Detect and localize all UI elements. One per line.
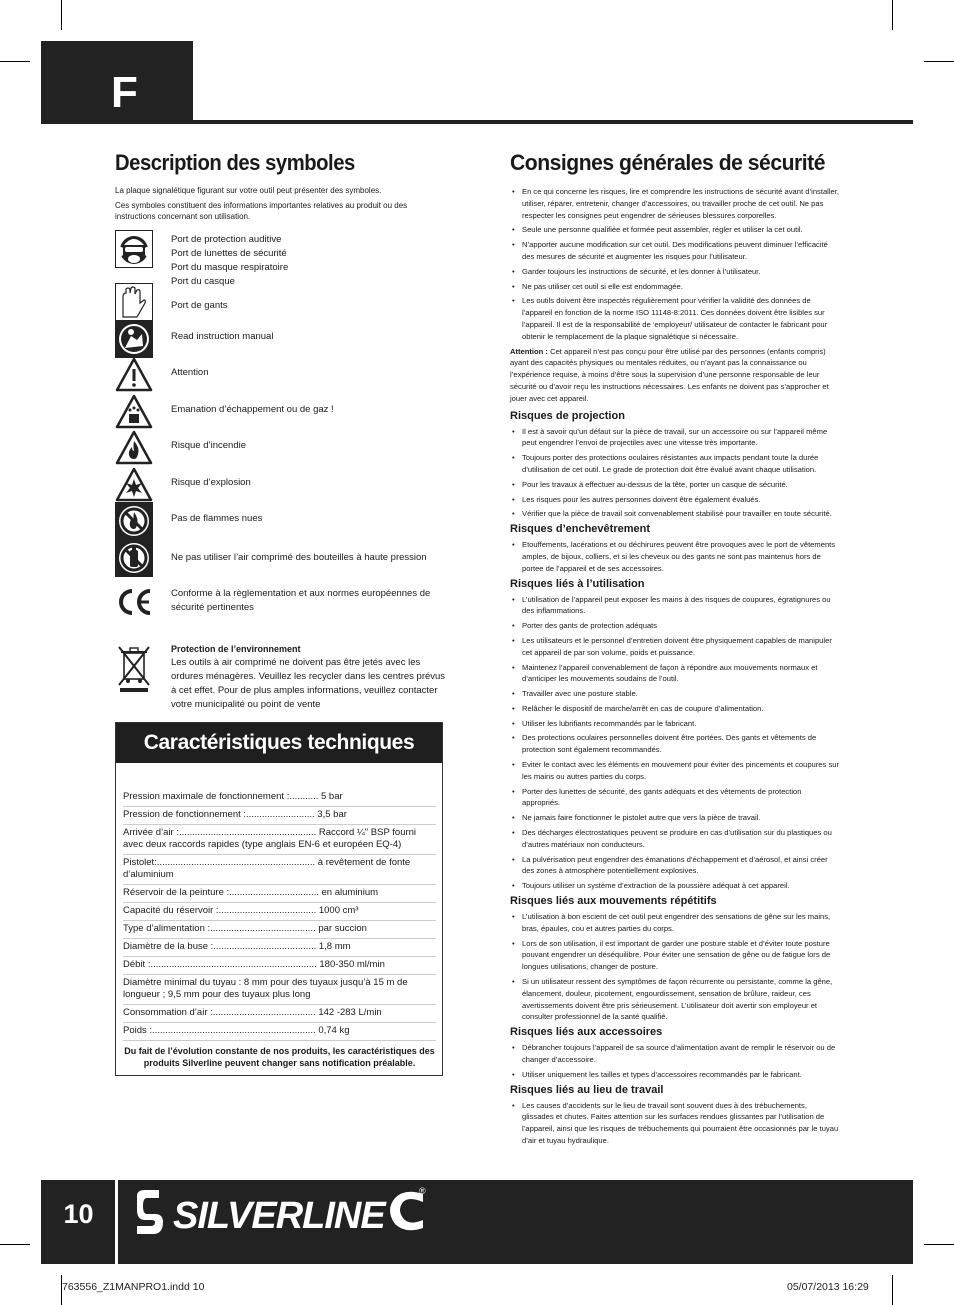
symbol-row-warning [115, 356, 445, 393]
warning-icon [115, 356, 153, 394]
list-item: • Si un utilisateur ressent des symptômes de façon récurrente ou persistante, comme la gêne, élancement, douleur, picotement, engourdissement, sensation de brûlure, raideur, ces avertissements doivent être pris sérieusement. L’utilisateur doit avertir son employeur et consulter professionnel de la santé qualifié. [510, 976, 840, 1023]
brand-name: SILVERLINE [173, 1195, 385, 1237]
symbol-label: Port du masque respiratoire [171, 262, 289, 273]
gas-emission-icon [115, 393, 153, 431]
symbol-label: Ne pas utiliser l’air comprimé des bouteilles à haute pression [171, 551, 427, 563]
attention-text: Cet appareil n’est pas conçu pour être utilisé par des personnes (enfants compris) ayant des capacités physiques ou mentales réduites, ou n’ayant pas la connaissance ou l’expérience requise, à moins d’être sous la supervision d’une personne responsable de leur sécurité ou d’avoir reçu les instructions nécessaires. Les enfants ne doivent pas s’approcher et jouer avec cet appareil. [510, 346, 829, 403]
symbols-intro-1: La plaque signalétique figurant sur votre outil peut présenter des symboles. [115, 186, 382, 195]
list-item: • Des décharges électrostatiques peuvent se produire en cas d’utilisation sur du plastiques ou d’autres matériaux non conducteurs. [510, 827, 840, 851]
symbol-row-manual [115, 320, 445, 357]
no-flames-icon [115, 502, 153, 540]
spec-item: Réservoir de la peinture :.................................. en aluminium [123, 885, 436, 903]
symbol-row-no-flames [115, 502, 445, 539]
spec-item: Débit :............................................................... 180-350 ml/min [123, 957, 436, 975]
symbol-label: Pas de flammes nues [171, 513, 263, 524]
weee-bin-icon [115, 643, 153, 693]
accessory-risk-list [510, 1042, 840, 1080]
usage-risk-list [510, 594, 840, 893]
spec-item: Pression maximale de fonctionnement :........... 5 bar [123, 789, 436, 807]
list-item: • Les causes d’accidents sur le lieu de travail sont souvent dues à des trébuchements, glissades et chutes. Faites attention sur les surfaces rendues glissantes par l’utilisation de l’appareil, ainsi que les risques de trébuchements qui pourraient être occasionnés par le tuyau d’air et tuyau hydraulique. [510, 1100, 840, 1147]
ce-mark-icon [115, 583, 153, 621]
list-item: • Relâcher le dispositif de marche/arrêt en cas de coupure d’alimentation. [510, 703, 840, 715]
entanglement-risk-list [510, 539, 840, 574]
header-rule [41, 120, 913, 124]
list-item: • L’utilisation de l’appareil peut exposer les mains à des risques de coupures, égratignures ou des inflammations. [510, 594, 840, 618]
symbol-label: Port de protection auditive [171, 234, 282, 245]
environment-title: Protection de l’environnement [171, 644, 301, 654]
symbol-row-gas [115, 393, 445, 430]
specs-note: Du fait de l’évolution constante de nos produits, les caractéristiques des produits Silverline peuvent changer sans notification préalable. [124, 1046, 435, 1068]
read-manual-icon [115, 320, 153, 358]
attention-paragraph [510, 346, 840, 405]
section-heading: Risques d’enchevêtrement [510, 523, 650, 536]
list-item: • Etouffements, lacérations et ou déchirures peuvent être provoques avec le port de vêtements amples, de bijoux, colliers, et si les cheveux ou des gants ne sont pas maintenus hors de portee de l’appareil et de ses accessoires. [510, 539, 840, 574]
crop-mark [892, 0, 893, 30]
spec-item: Pistolet:............................................................ à revêtement de fonte d’aluminium [123, 855, 436, 885]
symbol-label: Port de lunettes de sécurité [171, 248, 287, 259]
symbol-row-gloves [115, 283, 445, 320]
list-item: • Toujours utiliser un système d’extraction de la poussière adéquat à cet appareil. [510, 880, 840, 892]
no-bottled-air-icon [115, 539, 153, 577]
safety-section [510, 150, 840, 1150]
crop-mark [61, 0, 62, 30]
symbol-label: Conforme à la règlementation et aux normes européennes de [171, 587, 431, 599]
spec-item: Poids :.............................................................. 0,74 kg [123, 1023, 436, 1041]
specs-box [115, 722, 443, 1076]
symbol-label: Read instruction manual [171, 330, 274, 342]
list-item: • La pulvérisation peut engendrer des émanations d’échappement et d’aérosol, et ainsi créer des zones à atmosphère potentiellement explosives. [510, 854, 840, 878]
list-item: • Les risques pour les autres personnes doivent être également évalués. [510, 494, 840, 506]
list-item: • En ce qui concerne les risques, lire et comprendre les instructions de sécurité avant d’installer, utiliser, réparer, entretenir, changer d’accessoires, ou travailler proche de cet outil. Ne pas respecter les consignes peut engendrer de sérieuses blessures corporelles. [510, 186, 840, 221]
list-item: • Il est à savoir qu’un défaut sur la pièce de travail, sur un accessoire ou sur l’appareil même peut engendrer l’envoi de projectiles avec une vitesse très importante. [510, 426, 840, 450]
symbol-label: Risque d’explosion [171, 476, 251, 488]
crop-mark [892, 1275, 893, 1305]
list-item: • Utiliser les lubrifiants recommandés par le fabricant. [510, 718, 840, 730]
symbol-label: Emanation d’échappement ou de gaz ! [171, 403, 334, 415]
environment-block [171, 642, 446, 712]
crop-mark [924, 61, 954, 62]
symbol-row-explosion [115, 466, 445, 503]
symbol-list [115, 228, 445, 615]
list-item: • Les utilisateurs et le personnel d’entretien doivent être physiquement capables de manipuler cet appareil de par son volume, poids et puissance. [510, 635, 840, 659]
section-heading: Risques liés aux accessoires [510, 1026, 663, 1039]
crop-mark [924, 1244, 954, 1245]
list-item: • Garder toujours les instructions de sécurité, et les donner à l’utilisateur. [510, 266, 840, 278]
spec-item: Diamètre minimal du tuyau : 8 mm pour des tuyaux jusqu’à 15 m de longueur ; 9,5 mm pour des tuyaux plus long [123, 975, 436, 1005]
list-item: • Porter des gants de protection adéquats [510, 620, 840, 632]
section-heading: Risques liés aux mouvements répétitifs [510, 895, 717, 908]
list-item: • Des protections oculaires personnelles doivent être portées. Des gants et vêtements de protection sont également recommandés. [510, 732, 840, 756]
environment-text: Les outils à air comprimé ne doivent pas être jetés avec les ordures ménagères. Veuillez les recycler dans les centres prévus à cet effet. Pour de plus amples informations, veuillez contacter votre municipalité ou point de vente [171, 657, 446, 710]
symbols-section [115, 150, 445, 226]
symbol-label: Risque d’incendie [171, 440, 246, 451]
list-item: • Toujours porter des protections oculaires résistantes aux impacts pendant toute la durée d’utilisation de cet outil. Le grade de protection doit être évalué avant chaque utilisation. [510, 452, 840, 476]
list-item: • Ne jamais faire fonctionner le pistolet autre que vers la pièce de travail. [510, 812, 840, 824]
list-item: • N’apporter aucune modification sur cet outil. Des modifications peuvent diminuer l’efficacité des mesures de sécurité et augmenter les risques pour l’utilisateur. [510, 239, 840, 263]
repetitive-motion-risk-list [510, 911, 840, 1023]
page-number: 10 [63, 1199, 94, 1229]
list-item: • Pour les travaux à effectuer au-dessus de la tête, porter un casque de sécurité. [510, 479, 840, 491]
symbols-intro-2: Ces symboles constituent des informations importantes relatives au produit ou des instructions concernant son utilisation. [115, 201, 408, 221]
spec-item: Capacité du réservoir :..................................... 1000 cm³ [123, 903, 436, 921]
footer-separator [115, 1180, 118, 1264]
list-item: • Lors de son utilisation, il est important de garder une posture stable et d’éviter toute posture pouvant engendrer un déséquilibre. Pour éviter une sensation de gêne ou de fatigue lors de longues utilisations, changer de posture. [510, 938, 840, 973]
symbol-row-fire [115, 429, 445, 466]
section-heading: Risques liés à l’utilisation [510, 577, 645, 590]
projection-risk-list [510, 426, 840, 521]
spec-item: Arrivée d’air :.................................................... Raccord ¼" BSP fourni avec deux raccords rapides (type anglais EN-6 et européen EQ-4) [123, 825, 436, 855]
section-tab: F [41, 41, 193, 123]
silverline-logo [133, 1184, 433, 1244]
general-safety-list [510, 186, 840, 343]
spec-item: Consommation d’air :....................................... 142 -283 L/min [123, 1005, 436, 1023]
list-item: • Les outils doivent être inspectés régulièrement pour vérifier la validité des données de l’appareil en fonction de la norme ISO 11148-8:2011. Ces données doivent être lisibles sur l’appareil. Il est de la responsabilité de ‘employeur/ utilisateur de contacter le fabricant pour obtenir le remplacement de la plaque signalétique si nécessaire. [510, 295, 840, 342]
symbol-row-ppe [115, 228, 445, 287]
registered-mark: ® [419, 1186, 426, 1196]
symbol-row-no-bottled-air [115, 539, 445, 579]
list-item: • Eviter le contact avec les éléments en mouvement pour éviter des pincements et coupures sur les mains ou autres parties du corps. [510, 759, 840, 783]
spec-item: Type d’alimentation :........................................ par succion [123, 921, 436, 939]
list-item: • Seule une personne qualifiée et formée peut assembler, régler et utiliser la cet outil. [510, 224, 840, 236]
slug-file: 763556_Z1MANPRO1.indd 10 [62, 1281, 205, 1293]
symbol-label: Port du casque [171, 276, 235, 287]
list-item: • Maintenez l’appareil convenablement de façon à répondre aux mouvements normaux et d’anticiper les mouvements soudains de l’outil. [510, 662, 840, 686]
specs-list [116, 763, 442, 1069]
list-item: • Vérifier que la pièce de travail soit convenablement stabilisé pour travailler en toute sécurité. [510, 508, 840, 520]
workplace-risk-list [510, 1100, 840, 1147]
symbol-row-ce [115, 579, 445, 616]
list-item: • Débrancher toujours l’appareil de sa source d’alimentation avant de remplir le réservoir ou de changer d’accessoire. [510, 1042, 840, 1066]
list-item: • Ne pas utiliser cet outil si elle est endommagée. [510, 281, 840, 293]
crop-mark [0, 1244, 30, 1245]
attention-label: Attention : [510, 346, 548, 356]
list-item: • L’utilisation à bon escient de cet outil peut engendrer des sensations de gêne sur les mains, bras, épaules, cou et autres parties du corps. [510, 911, 840, 935]
fire-risk-icon [115, 429, 153, 467]
specs-title: Caractéristiques techniques [116, 723, 442, 763]
symbol-label: Attention [171, 367, 209, 378]
list-item: • Utiliser uniquement les tailles et types d’accessoires recommandés par le fabricant. [510, 1069, 840, 1081]
list-item: • Travailler avec une posture stable. [510, 688, 840, 700]
spec-item: Pression de fonctionnement :.......................... 3,5 bar [123, 807, 436, 825]
ppe-head-icon [115, 230, 153, 268]
list-item: • Porter des lunettes de sécurité, des gants adéquats et des vêtements de protection appropriés. [510, 786, 840, 810]
section-heading: Risques liés au lieu de travail [510, 1083, 664, 1096]
spec-item: Diamètre de la buse :....................................... 1,8 mm [123, 939, 436, 957]
section-heading: Risques de projection [510, 409, 625, 422]
safety-title: Consignes générales de sécurité [510, 150, 825, 175]
crop-mark [0, 61, 30, 62]
slug-date: 05/07/2013 16:29 [787, 1281, 869, 1293]
explosion-risk-icon [115, 466, 153, 504]
symbols-title: Description des symboles [115, 150, 355, 175]
gloves-icon [115, 283, 153, 321]
symbol-label: sécurité pertinentes [171, 601, 254, 613]
symbol-label: Port de gants [171, 300, 228, 311]
